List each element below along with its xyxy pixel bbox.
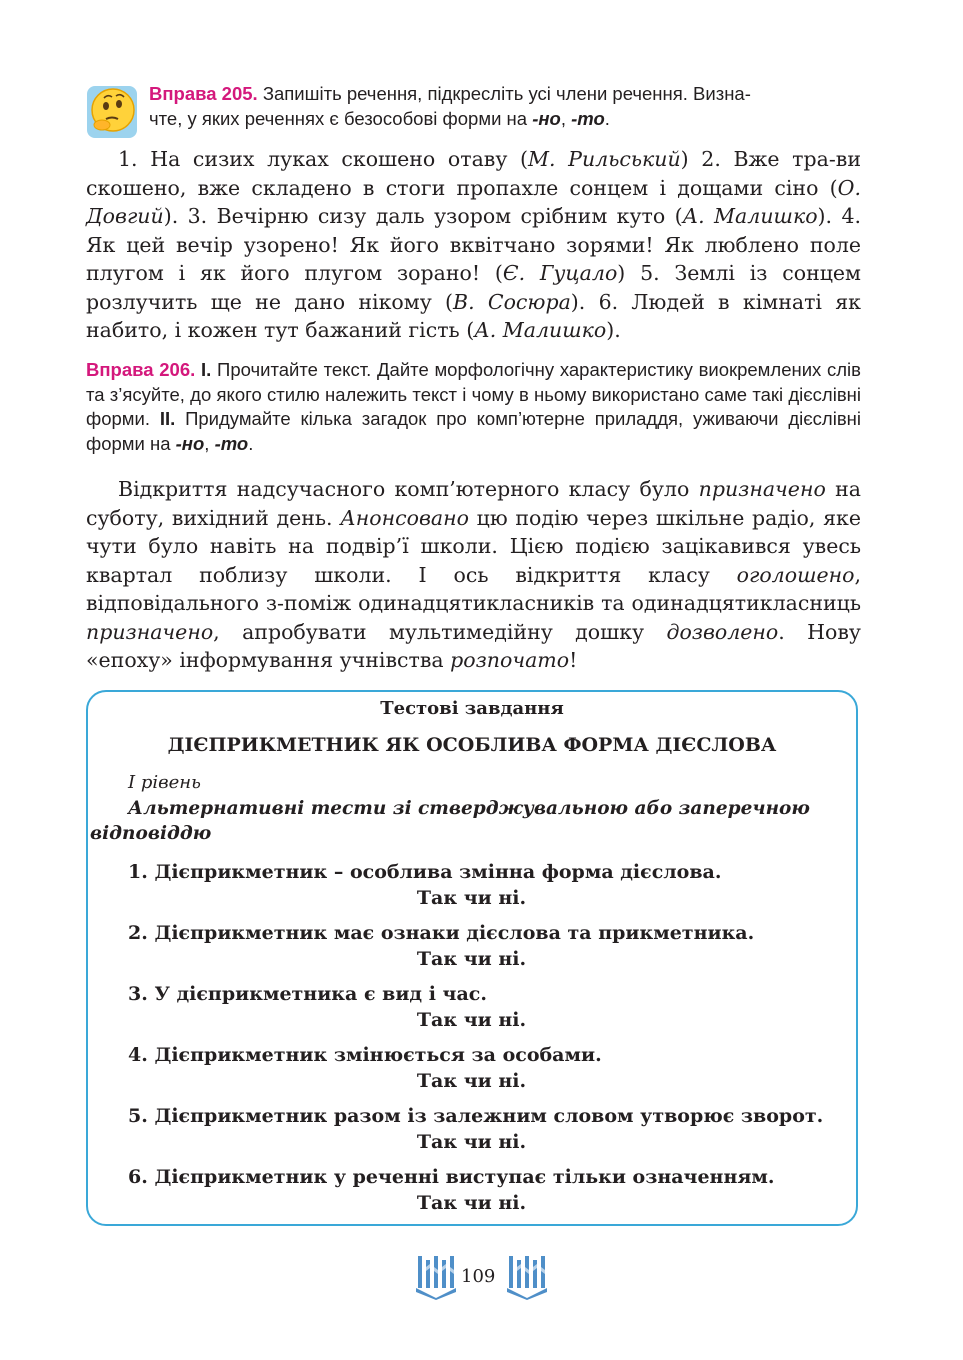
ex205-italic-run: Є. Гуцало xyxy=(502,261,618,285)
ex206-italic-run: Анонсовано xyxy=(340,505,469,530)
ex205-text-run: ). xyxy=(606,318,621,342)
ex206-text-run: , апробувати мультимедійну дошку xyxy=(213,619,667,644)
ex205-text-run: ). 6. Людей в кімнаті як набито, і кожен тут бажаний гість ( xyxy=(86,289,861,342)
ex205-text-run: ) 2. Вже тра-ви скошено, вже складено в стоги пропахле сонцем і дощами сіно ( xyxy=(86,147,861,200)
test-question: 3. У дієприкметника є вид і час. xyxy=(128,983,487,1005)
ex205-text-run: ) 5. Землі із сонцем розлучить ще не дано нікому ( xyxy=(86,261,861,314)
test-question: 1. Дієприкметник – особлива змінна форма дієслова. xyxy=(128,861,722,883)
test-answer-options: Так чи ні. xyxy=(416,1192,527,1214)
ex205-italic-run: А. Малишко xyxy=(682,204,818,228)
exercise-205-title: Вправа 205. xyxy=(149,83,258,104)
ex205-italic-run: О. Довгий xyxy=(86,175,861,228)
ex206-text-run: на суботу, вихідний день. xyxy=(86,477,861,530)
ex205-text-run: ). 3. Вечірню сизу даль узором срібним куто ( xyxy=(163,204,683,228)
thinking-smiley-icon xyxy=(86,82,140,140)
ex206-italic-run: оголошено xyxy=(736,562,855,587)
ex206-italic-run: розпочато xyxy=(450,648,570,672)
ex205-italic-run: А. Малишко xyxy=(474,318,607,342)
ex206-italic-run: призначено xyxy=(698,477,826,501)
exercise-205-text xyxy=(86,145,861,345)
ornament-right-icon xyxy=(505,1252,549,1304)
test-answer-options: Так чи ні. xyxy=(416,1009,527,1031)
ex206-text-run: цю подію через шкільне радіо, яке чути було навіть на подвір’ї школи. Цією подією зацікавився увесь квартал поблизу школи. І ось відкриття класу xyxy=(86,505,861,587)
tests-level: І рівень xyxy=(128,772,201,793)
ex205-text-run: 1. На сизих луках скошено отаву ( xyxy=(118,147,529,171)
tests-subtitle-cont: відповіддю xyxy=(90,823,212,844)
ex206-text-run: . Нову «епоху» інформування учнівства xyxy=(86,619,861,672)
tests-heading: Тестові завдання xyxy=(380,698,564,719)
exercise-206-title: Вправа 206. xyxy=(86,359,196,380)
exercise-206-task: Вправа 206. I. Прочитайте текст. Дайте морфологічну характеристику виокремлених слів та з’ясуйте, до якого стилю належить текст і чому в ньому використано саме такі дієслівні форми. II. Придумайте кілька загадок про комп’ютерне приладдя, уживаючи дієслівні форми на -но, -то. xyxy=(86,359,861,454)
test-question: 5. Дієприкметник разом із залежним словом утворює зворот. xyxy=(128,1105,824,1127)
exercise-205-task: Вправа 205. Запишіть речення, підкресліть усі члени речення. Визна- чте, у яких реченнях є безособові форми на -но, -то. xyxy=(149,83,751,129)
test-answer-options: Так чи ні. xyxy=(416,1070,527,1092)
page-number: 109 xyxy=(461,1266,496,1287)
test-answer-options: Так чи ні. xyxy=(416,887,527,909)
ex205-italic-run: В. Сосюра xyxy=(453,289,571,314)
exercise-206-text xyxy=(86,475,861,675)
ex206-italic-run: дозволено xyxy=(666,619,779,644)
ornament-left-icon xyxy=(414,1252,458,1304)
tests-subtitle: Альтернативні тести зі стверджувальною або заперечною xyxy=(128,798,810,819)
test-question: 2. Дієприкметник має ознаки дієслова та прикметника. xyxy=(128,922,755,944)
test-question: 4. Дієприкметник змінюється за особами. xyxy=(128,1044,602,1066)
test-question: 6. Дієприкметник у реченні виступає тільки означенням. xyxy=(128,1166,775,1188)
ex206-text-run: , відповідального з-поміж одинадцятикласників та одинадцятикласниць xyxy=(86,562,861,615)
ex206-text-run: Відкриття надсучасного комп’ютерного класу було xyxy=(118,477,699,501)
test-answer-options: Так чи ні. xyxy=(416,948,527,970)
test-answer-options: Так чи ні. xyxy=(416,1131,527,1153)
ex206-text-run: ! xyxy=(569,648,578,672)
ex205-italic-run: М. Рильський xyxy=(528,147,681,171)
ex206-italic-run: призначено xyxy=(86,619,214,644)
tests-topic: ДІЄПРИКМЕТНИК ЯК ОСОБЛИВА ФОРМА ДІЄСЛОВА xyxy=(167,734,777,756)
ex205-text-run: ). 4. Як цей вечір узорено! Як його вквітчано зорями! Як люблено поле плугом і як його плугом зорано! ( xyxy=(86,204,861,285)
